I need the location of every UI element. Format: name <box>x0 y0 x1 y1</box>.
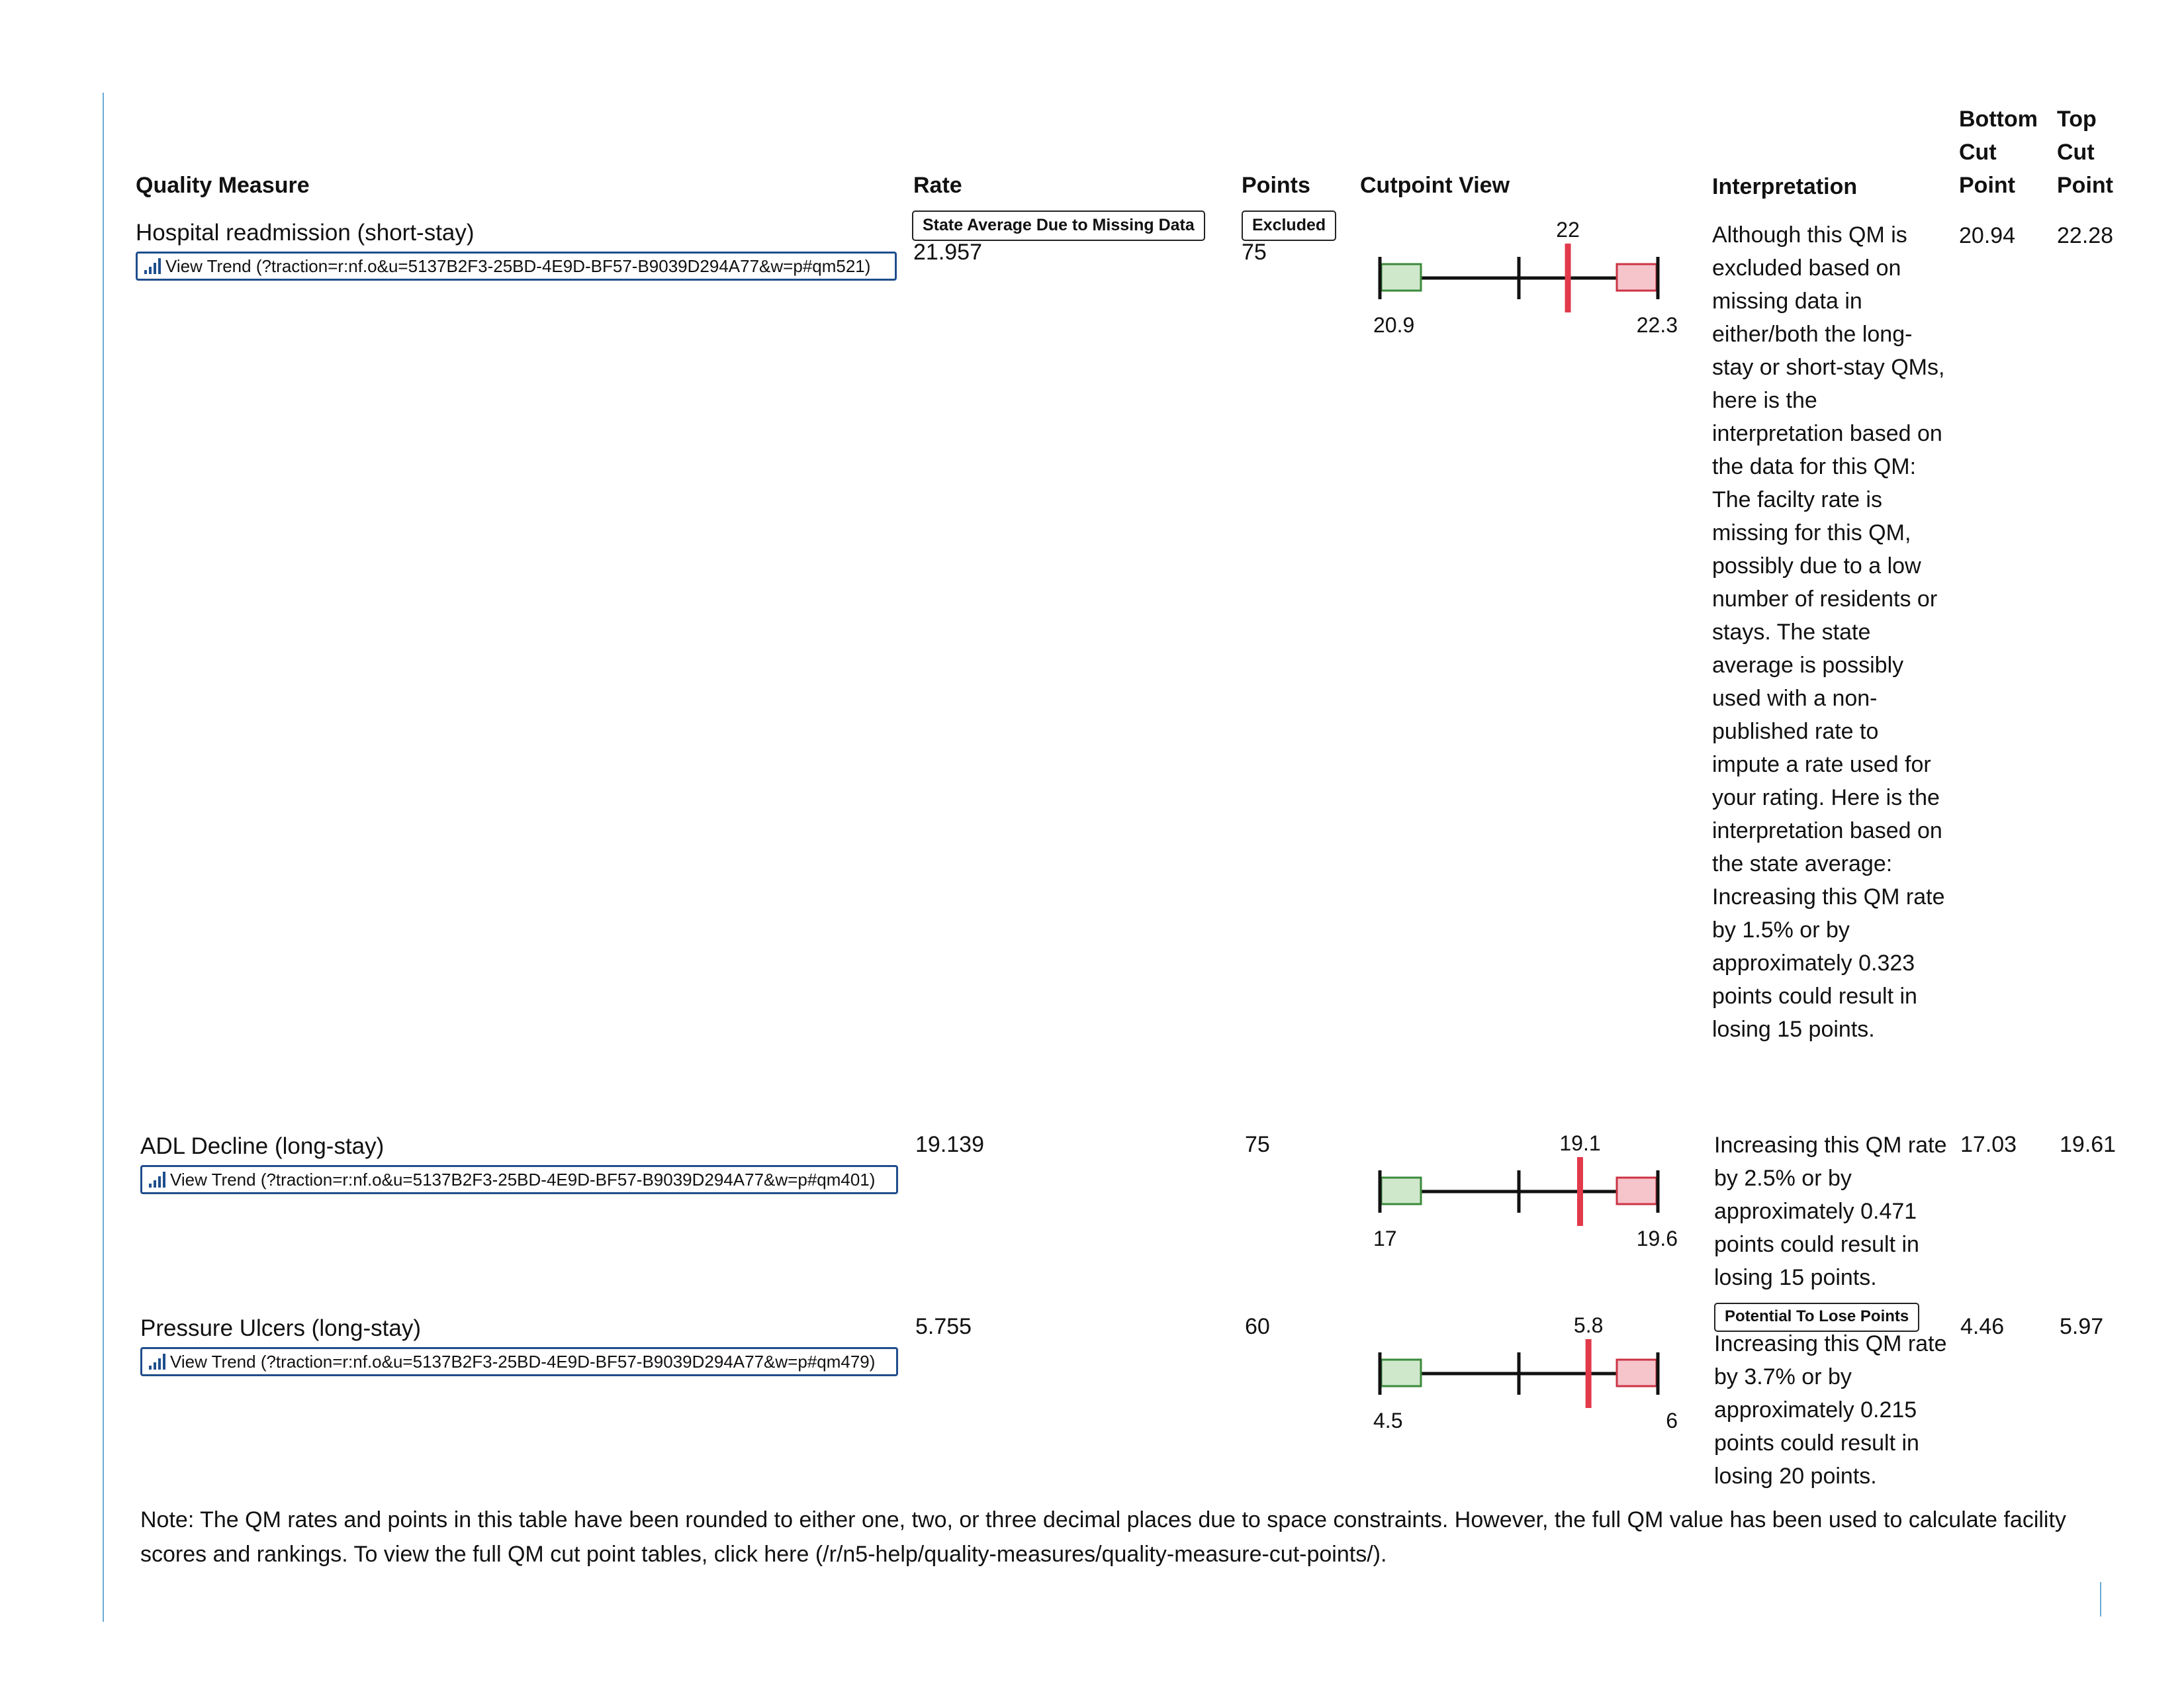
right-border-line <box>2100 1582 2101 1617</box>
cutpoint-bottom-range-box <box>1381 1178 1421 1204</box>
header-points: Points <box>1242 173 1310 198</box>
bar-chart-icon <box>149 1172 166 1188</box>
header-bottom-cut-line-3: Point <box>1959 173 2015 198</box>
header-interpretation: Interpretation <box>1712 174 1858 199</box>
interpretation-paragraph: Increasing this QM rate by 2.5% or by approximately 0.471 points could result in losing 15 points. <box>1714 1133 1947 1290</box>
interpretation-text <box>1714 1327 1949 1493</box>
excluded-badge: Excluded <box>1242 211 1336 241</box>
cutpoint-top-range-box <box>1617 1178 1657 1204</box>
cutpoint-high-label: 22.3 <box>1636 313 1678 337</box>
cutpoint-low-label: 4.5 <box>1373 1409 1403 1432</box>
interpretation-paragraph: Although this QM is excluded based on missing data in either/both the long-stay or short-stay QMs, here is the interpretation based on the data for this QM: <box>1712 222 1945 479</box>
interpretation-text <box>1712 218 1947 1046</box>
bottom-cut-point-value: 4.46 <box>1960 1314 2005 1339</box>
interpretation-paragraph: Increasing this QM rate by 1.5% or by approximately 0.323 points could result in losing 15 points. <box>1712 884 1945 1042</box>
header-bottom-cut-line-1: Bottom <box>1959 107 2038 132</box>
footnote: Note: The QM rates and points in this table have been rounded to either one, two, or three decimal places due to space constraints. However, the full QM value has been used to calculate facility scores and rankings. To view the full QM cut point tables, click here (/r/n5-help/quality-measures/quality-measure-cut-points/). <box>140 1507 2066 1567</box>
cutpoint-marker-label: 19.1 <box>1559 1131 1601 1155</box>
points-value: 60 <box>1245 1314 1270 1339</box>
view-trend-link[interactable] <box>140 1347 898 1376</box>
bottom-cut-point-value: 17.03 <box>1960 1132 2017 1157</box>
top-cut-point-value: 22.28 <box>2057 223 2114 248</box>
header-top-cut-point <box>2057 103 2113 202</box>
cutpoint-view-chart <box>1370 1307 1688 1440</box>
header-top-cut-line-1: Top <box>2057 107 2097 132</box>
cutpoint-bottom-range-box <box>1381 264 1421 291</box>
rate-value: 21.957 <box>913 240 982 265</box>
header-rate: Rate <box>913 173 962 198</box>
cutpoint-marker-label: 5.8 <box>1573 1313 1604 1337</box>
interpretation-paragraph: The facilty rate is missing for this QM, possibly due to a low number of residents or stays. The state average is possibly used with a non-published rate to impute a rate used for your rating. Here is the interpretation based on the state average: <box>1712 487 1942 876</box>
cutpoint-bottom-range-box <box>1381 1360 1421 1386</box>
view-trend-label: View Trend (?traction=r:nf.o&u=5137B2F3-25BD-4E9D-BF57-B9039D294A77&w=p#qm479) <box>170 1352 876 1372</box>
top-cut-point-value: 19.61 <box>2060 1132 2116 1157</box>
cutpoint-low-label: 20.9 <box>1373 313 1415 337</box>
view-trend-label: View Trend (?traction=r:nf.o&u=5137B2F3-25BD-4E9D-BF57-B9039D294A77&w=p#qm521) <box>165 256 871 276</box>
bar-chart-icon <box>144 258 161 274</box>
cutpoint-low-label: 17 <box>1373 1227 1397 1250</box>
cutpoint-top-range-box <box>1617 264 1657 291</box>
state-average-badge: State Average Due to Missing Data <box>912 211 1205 241</box>
interpretation-paragraph: Increasing this QM rate by 3.7% or by approximately 0.215 points could result in losing 20 points. <box>1714 1331 1947 1489</box>
rate-value: 19.139 <box>915 1132 984 1157</box>
qm-name: Pressure Ulcers (long-stay) <box>140 1315 421 1341</box>
header-bottom-cut-point <box>1959 103 2038 202</box>
header-cutpoint-view: Cutpoint View <box>1360 173 1510 198</box>
interpretation-text <box>1714 1129 1949 1294</box>
bar-chart-icon <box>149 1354 166 1370</box>
cutpoint-view-chart <box>1370 212 1688 344</box>
points-value: 75 <box>1242 240 1267 265</box>
header-bottom-cut-line-2: Cut <box>1959 140 1997 165</box>
bottom-cut-point-value: 20.94 <box>1959 223 2016 248</box>
qm-name: Hospital readmission (short-stay) <box>136 220 475 246</box>
cutpoint-high-label: 19.6 <box>1636 1227 1678 1250</box>
header-quality-measure: Quality Measure <box>136 173 310 198</box>
rate-value: 5.755 <box>915 1314 972 1339</box>
top-cut-point-value: 5.97 <box>2060 1314 2104 1339</box>
view-trend-link[interactable] <box>140 1165 898 1194</box>
header-top-cut-line-3: Point <box>2057 173 2113 198</box>
view-trend-link[interactable] <box>136 252 897 281</box>
points-value: 75 <box>1245 1132 1270 1157</box>
potential-to-lose-points-badge: Potential To Lose Points <box>1714 1303 1919 1332</box>
cutpoint-view-chart <box>1370 1125 1688 1258</box>
qm-name: ADL Decline (long-stay) <box>140 1133 385 1159</box>
header-top-cut-line-2: Cut <box>2057 140 2095 165</box>
cutpoint-high-label: 6 <box>1666 1409 1678 1432</box>
left-border-line <box>103 93 104 1622</box>
view-trend-label: View Trend (?traction=r:nf.o&u=5137B2F3-25BD-4E9D-BF57-B9039D294A77&w=p#qm401) <box>170 1170 876 1190</box>
cutpoint-top-range-box <box>1617 1360 1657 1386</box>
cutpoint-marker-label: 22 <box>1556 218 1580 242</box>
